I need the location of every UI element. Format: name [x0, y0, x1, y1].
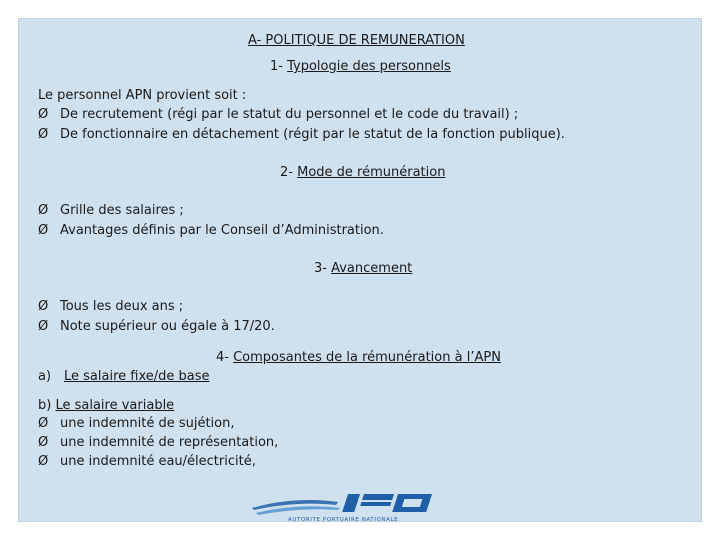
bullet-text: De recrutement (régi par le statut du personnel et le code du travail) ;	[60, 107, 519, 122]
logo-subtitle: AUTORITE PORTUAIRE NATIONALE	[288, 517, 399, 522]
subtitle-3	[314, 260, 412, 278]
subtitle-1-number: 1-	[270, 59, 288, 74]
subtitle-2	[280, 164, 445, 182]
part-a	[38, 368, 210, 386]
arrow-bullet-icon: Ø	[38, 107, 49, 122]
bullet-item	[38, 222, 384, 240]
subtitle-2-text: Mode de rémunération	[297, 165, 446, 180]
arrow-bullet-icon: Ø	[38, 203, 49, 218]
bullet-text: De fonctionnaire en détachement (régit par le statut de la fonction publique).	[60, 127, 565, 142]
part-b-marker: b)	[38, 398, 56, 413]
apn-logo	[250, 488, 462, 522]
bullet-item	[38, 415, 235, 433]
bullet-text: Avantages définis par le Conseil d’Administration.	[60, 223, 384, 238]
arrow-bullet-icon: Ø	[38, 416, 49, 431]
part-b	[38, 397, 174, 415]
intro-text: Le personnel APN provient soit :	[38, 88, 247, 103]
arrow-bullet-icon: Ø	[38, 454, 49, 469]
logo-brand: APN	[250, 488, 253, 489]
arrow-bullet-icon: Ø	[38, 435, 49, 450]
subtitle-4	[216, 349, 501, 367]
arrow-bullet-icon: Ø	[38, 299, 49, 314]
bullet-item	[38, 434, 278, 452]
subtitle-2-number: 2-	[280, 165, 298, 180]
subtitle-4-text: Composantes de la rémunération à l’APN	[233, 350, 501, 365]
part-a-marker: a)	[38, 369, 52, 384]
arrow-bullet-icon: Ø	[38, 319, 49, 334]
logo-swoosh-icon	[252, 500, 340, 515]
arrow-bullet-icon: Ø	[38, 127, 49, 142]
part-b-title: Le salaire variable	[55, 398, 175, 413]
subtitle-3-number: 3-	[314, 261, 332, 276]
subtitle-4-number: 4-	[216, 350, 234, 365]
bullet-item	[38, 453, 256, 471]
bullet-item	[38, 318, 275, 336]
logo-wordmark	[342, 494, 432, 512]
main-title: A- POLITIQUE DE REMUNERATION	[248, 33, 465, 48]
bullet-text: une indemnité de sujétion,	[60, 416, 235, 431]
bullet-text: Tous les deux ans ;	[60, 299, 184, 314]
subtitle-1-text: Typologie des personnels	[287, 59, 451, 74]
bullet-item	[38, 126, 565, 144]
arrow-bullet-icon: Ø	[38, 223, 49, 238]
bullet-text: une indemnité eau/électricité,	[60, 454, 256, 469]
bullet-text: Grille des salaires ;	[60, 203, 184, 218]
bullet-item	[38, 298, 183, 316]
subtitle-1	[270, 58, 451, 76]
bullet-item	[38, 106, 518, 124]
bullet-text: une indemnité de représentation,	[60, 435, 279, 450]
bullet-text: Note supérieur ou égale à 17/20.	[60, 319, 275, 334]
part-a-title: Le salaire fixe/de base	[64, 369, 210, 384]
bullet-item	[38, 202, 184, 220]
subtitle-3-text: Avancement	[331, 261, 413, 276]
